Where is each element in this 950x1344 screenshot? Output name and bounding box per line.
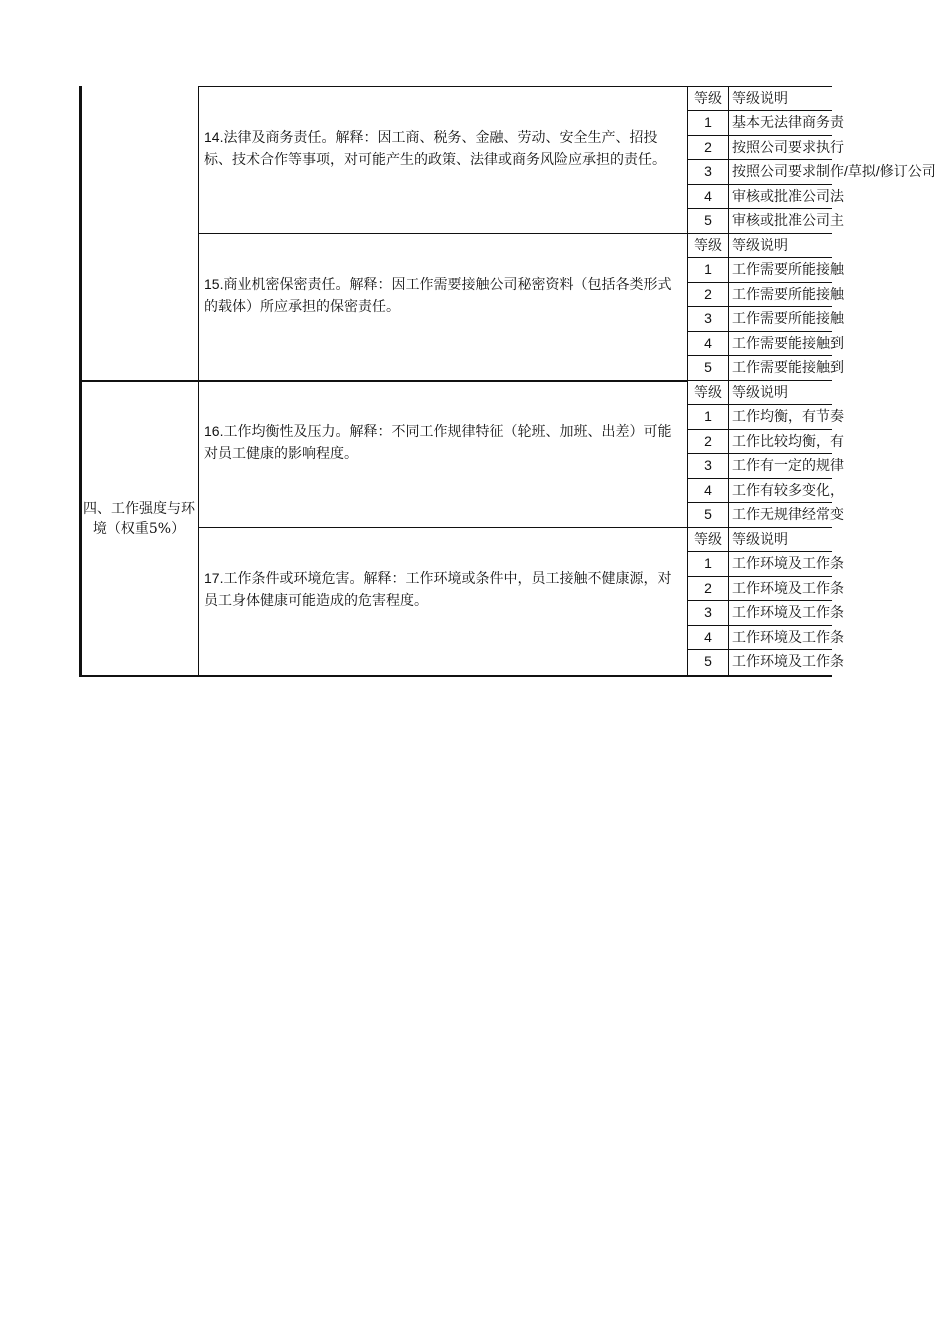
level-number: 4	[704, 629, 712, 645]
level-header: 等级	[694, 531, 722, 547]
level-number: 4	[704, 188, 712, 204]
level-number: 2	[704, 433, 712, 449]
question-text: 15.商业机密保密责任。解释：因工作需要接触公司秘密资料（包括各类形式的载体）所应承担的保密责任。	[204, 276, 672, 314]
level-description: 工作环境及工作条	[732, 580, 844, 596]
level-description: 工作需要所能接触	[732, 310, 844, 326]
section-label-work-intensity: 四、工作强度与环境（权重5%）	[83, 501, 195, 537]
level-number: 5	[704, 212, 712, 228]
level-number: 4	[704, 482, 712, 498]
level-number: 2	[704, 139, 712, 155]
table-bottom-border	[79, 675, 832, 677]
level-number: 5	[704, 653, 712, 669]
level-description: 基本无法律商务责	[732, 114, 844, 130]
question-text: 16.工作均衡性及压力。解释：不同工作规律特征（轮班、加班、出差）可能对员工健康的影响程度。	[204, 423, 672, 461]
level-header: 等级	[694, 90, 722, 106]
level-desc-header: 等级说明	[732, 531, 788, 547]
level-number: 3	[704, 163, 712, 179]
level-header: 等级	[694, 384, 722, 400]
level-number: 1	[704, 261, 712, 277]
level-description: 工作比较均衡，有	[732, 433, 844, 449]
level-description: 工作需要能接触到	[732, 359, 844, 375]
level-number: 3	[704, 604, 712, 620]
level-number: 3	[704, 310, 712, 326]
level-description: 工作需要能接触到	[732, 335, 844, 351]
level-description: 工作无规律经常变	[732, 506, 844, 522]
level-description: 工作环境及工作条	[732, 629, 844, 645]
level-description: 审核或批准公司主	[732, 212, 844, 228]
level-description: 工作有较多变化，	[732, 482, 844, 498]
level-description: 按照公司要求执行	[732, 139, 844, 155]
level-number: 3	[704, 457, 712, 473]
level-number: 2	[704, 580, 712, 596]
level-desc-header: 等级说明	[732, 384, 788, 400]
level-desc-header: 等级说明	[732, 237, 788, 253]
level-description: 工作有一定的规律	[732, 457, 844, 473]
level-description: 工作环境及工作条	[732, 555, 844, 571]
level-description: 工作均衡，有节奏	[732, 408, 844, 424]
level-header: 等级	[694, 237, 722, 253]
level-description: 工作需要所能接触	[732, 261, 844, 277]
level-desc-header: 等级说明	[732, 90, 788, 106]
level-number: 4	[704, 335, 712, 351]
question-text: 17.工作条件或环境危害。解释：工作环境或条件中，员工接触不健康源，对员工身体健康可能造成的危害程度。	[204, 570, 672, 608]
level-number: 5	[704, 506, 712, 522]
question-text: 14.法律及商务责任。解释：因工商、税务、金融、劳动、安全生产、招投标、技术合作等事项，对可能产生的政策、法律或商务风险应承担的责任。	[204, 129, 666, 167]
level-description: 工作需要所能接触	[732, 286, 844, 302]
level-number: 1	[704, 555, 712, 571]
level-description: 按照公司要求制作/草拟/修订公司	[732, 163, 936, 179]
level-description: 工作环境及工作条	[732, 653, 844, 669]
level-number: 5	[704, 359, 712, 375]
level-description: 工作环境及工作条	[732, 604, 844, 620]
level-description: 审核或批准公司法	[732, 188, 844, 204]
level-number: 1	[704, 408, 712, 424]
level-number: 2	[704, 286, 712, 302]
level-number: 1	[704, 114, 712, 130]
